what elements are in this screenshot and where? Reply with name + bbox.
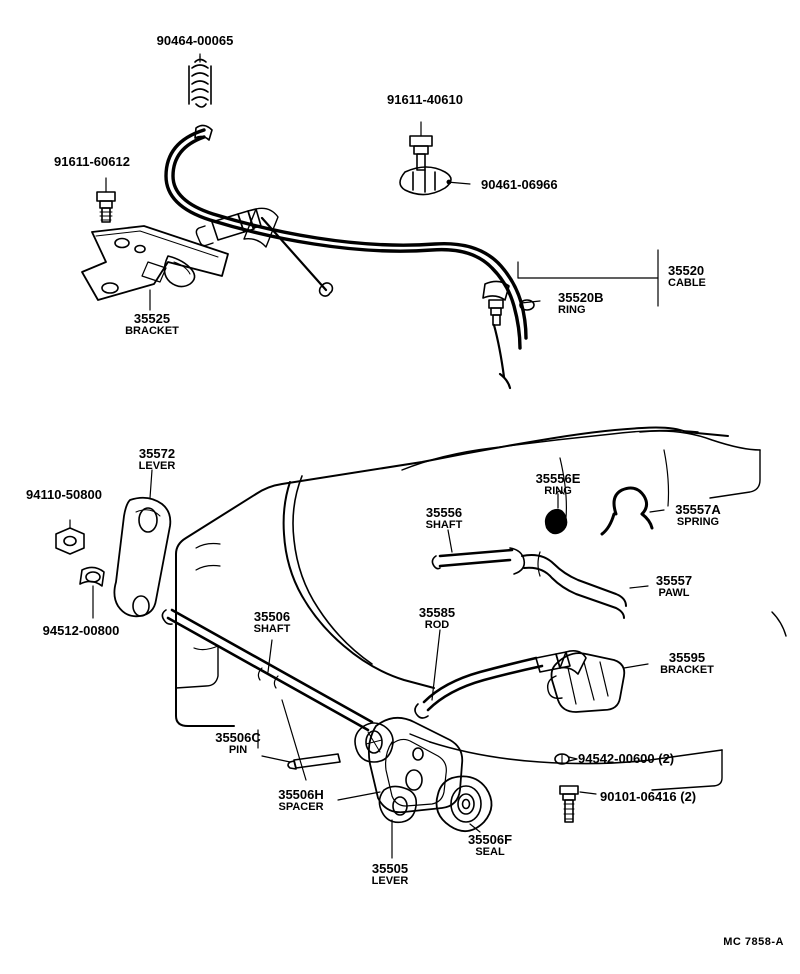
part-number: 35520: [668, 263, 705, 278]
part-number: 94542-00600 (2): [578, 751, 675, 766]
part-number: 35520B: [558, 290, 604, 305]
part-number: 35506: [253, 609, 291, 624]
part-label-91611-40610: [315, 93, 535, 107]
part-description: RING: [558, 303, 586, 316]
part-label-35506C: [128, 731, 348, 756]
part-description: LEVER: [138, 459, 176, 472]
part-number: 90464-00065: [156, 33, 234, 48]
part-number: 91611-40610: [387, 92, 463, 107]
part-description: PAWL: [658, 586, 690, 599]
part-label-35520B: [558, 291, 604, 316]
part-label-35506H: [191, 788, 411, 813]
part-description: SPRING: [676, 515, 720, 528]
part-description: RING: [544, 484, 572, 497]
part-number: 35506F: [467, 832, 513, 847]
bolt-91611-40610: [410, 122, 432, 170]
part-number: 35557: [655, 573, 693, 588]
part-number: 35595: [668, 650, 706, 665]
clip-90464-00065: [189, 56, 211, 107]
part-label-35556E: [448, 472, 668, 497]
bracket-35525: [82, 226, 228, 310]
part-label-35520: [668, 264, 706, 289]
nut-94110-50800: [56, 520, 84, 554]
part-description: LEVER: [371, 874, 409, 887]
part-number: 35556: [425, 505, 463, 520]
part-description: SPACER: [278, 800, 324, 813]
part-number: 35505: [371, 861, 409, 876]
part-number: 91611-60612: [54, 154, 130, 169]
part-number: 94512-00800: [42, 623, 120, 638]
part-description: SHAFT: [425, 518, 463, 531]
part-description: PIN: [228, 743, 248, 756]
part-label-35595: [577, 651, 797, 676]
part-description: CABLE: [668, 276, 706, 289]
part-number: 35506C: [215, 730, 261, 745]
part-label-35585: [327, 606, 547, 631]
washer-94542-00600: [555, 754, 577, 764]
part-number: 35557A: [675, 502, 721, 517]
part-number: 35506H: [278, 787, 324, 802]
part-number: 94110-50800: [26, 487, 102, 502]
part-label-35525: [42, 312, 262, 337]
part-number: 35525: [133, 311, 171, 326]
part-label-90101-064162: [600, 790, 696, 804]
part-label-35505: [280, 862, 500, 887]
clamp-90461-06966: [400, 167, 470, 195]
part-description: ROD: [424, 618, 450, 631]
bolt-90101-06416: [560, 786, 596, 822]
part-description: SEAL: [475, 845, 505, 858]
part-number: 35585: [418, 605, 456, 620]
part-label-90464-00065: [85, 34, 305, 48]
part-label-35556: [334, 506, 554, 531]
part-description: BRACKET: [660, 663, 714, 676]
washer-94512-00800: [80, 567, 104, 618]
cable-end-fitting: [483, 250, 658, 388]
part-label-94110-50800: [0, 488, 174, 502]
part-number: 90461-06966: [481, 177, 558, 192]
part-label-94542-006002: [578, 752, 674, 766]
part-number: 35556E: [535, 471, 581, 486]
part-label-90461-06966: [481, 178, 558, 192]
part-number: 90101-06416 (2): [600, 789, 697, 804]
diagram-footer-code: MC 7858-A: [723, 936, 784, 948]
part-description: SHAFT: [253, 622, 291, 635]
part-label-35557: [564, 574, 784, 599]
part-description: BRACKET: [125, 324, 179, 337]
part-label-91611-60612: [0, 155, 202, 169]
part-label-35506F: [380, 833, 600, 858]
part-label-35572: [47, 447, 267, 472]
bolt-91611-60612: [97, 178, 115, 222]
part-label-35557A: [588, 503, 800, 528]
part-number: 35572: [138, 446, 176, 461]
